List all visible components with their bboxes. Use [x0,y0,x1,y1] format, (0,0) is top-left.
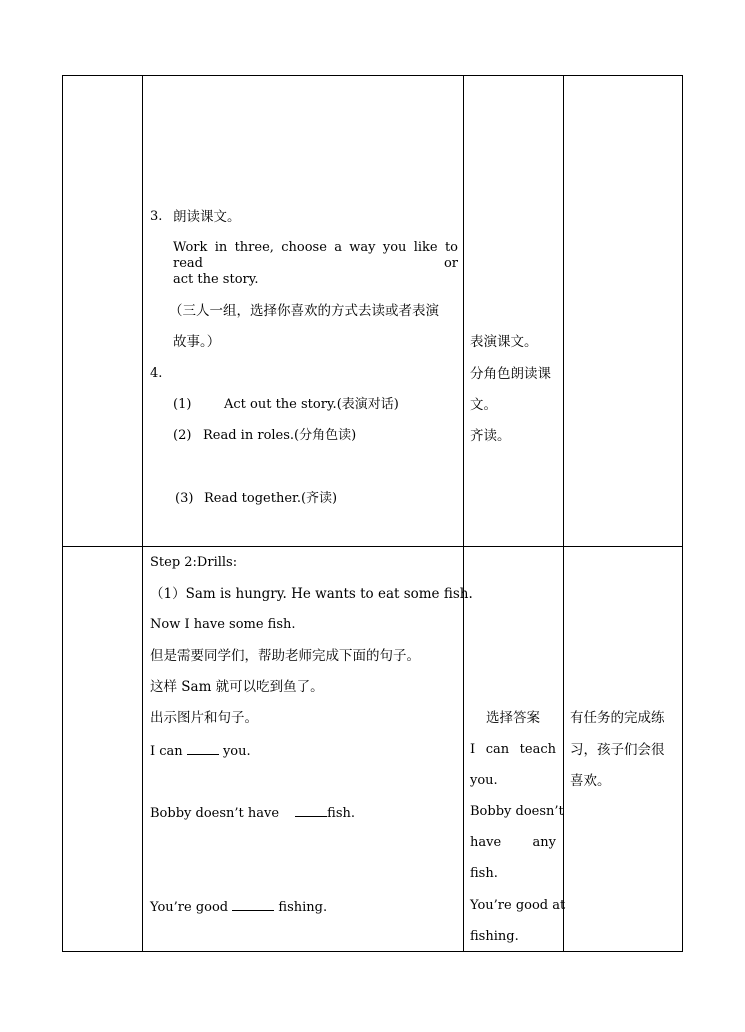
stage-cell [63,547,143,952]
sentence-part: fishing. [274,900,328,915]
drill-line: Now I have some fish. [150,617,296,632]
answer-line: fish. [470,866,498,881]
sentence-part: I can [150,744,187,759]
intent-line: 喜欢。 [570,773,611,789]
fill-blank-sentence [150,898,327,916]
answer-line [470,835,556,851]
answer-line [470,742,556,758]
option-text: Read together.(齐读) [204,491,338,506]
answer-blank [232,898,274,911]
option-number: (2) [173,428,192,443]
item-number: 4. [150,366,163,381]
fill-blank-sentence [150,804,355,822]
drill-question: （1）Sam is hungry. He wants to eat some fish. [150,586,473,602]
intent-line: 习，孩子们会很 [570,742,665,758]
option-text: Read in roles.(分角色读) [203,428,357,443]
intent-line: 有任务的完成练 [570,710,665,726]
teacher-activity-cell [143,547,473,952]
answer-word: I [470,742,476,757]
answer-blank [295,804,327,817]
student-title: 选择答案 [486,710,540,726]
design-intent-cell [564,76,683,547]
fill-blank-sentence [150,742,251,760]
teacher-activity-cell [143,76,464,547]
student-activity-cell [464,76,564,547]
student-line: 表演课文。 [470,334,538,350]
instruction-cn: 这样 Sam 就可以吃到鱼了。 [150,679,324,695]
instruction-cn-line2: 故事。） [173,334,221,350]
student-line: 文。 [470,397,497,413]
answer-line: fishing. [470,929,519,944]
answer-word: can [485,742,510,757]
instruction-en-line2: act the story. [173,272,259,287]
answer-line: you. [470,773,498,788]
lesson-plan-table [62,75,683,952]
sentence-part: You’re good [150,900,233,915]
student-line: 分角色朗读课 [470,366,551,382]
item-title: 朗读课文。 [173,209,241,225]
sentence-part: Bobby doesn’t have [150,806,284,821]
instruction-cn-line1: （三人一组，选择你喜欢的方式去读或者表演 [169,303,439,319]
option-number: (3) [175,491,194,506]
student-activity-cell [464,547,564,952]
sentence-part: you. [218,744,251,759]
answer-line: Bobby doesn’t [470,804,564,819]
stage-cell [63,76,143,547]
table-row [63,547,683,952]
instruction-cn: 但是需要同学们，帮助老师完成下面的句子。 [150,648,420,664]
instruction-en-line1: Work in three, choose a way you like to read or [173,240,458,271]
instruction-cn: 出示图片和句子。 [150,710,258,726]
student-line: 齐读。 [470,428,511,444]
option-number: (1) [173,397,192,412]
step-title: Step 2:Drills: [150,555,238,570]
item-number: 3. [150,209,163,224]
answer-word: teach [519,742,556,757]
answer-blank [187,742,219,755]
answer-word: any [532,835,556,850]
answer-word: have [470,835,502,850]
option-text: Act out the story.(表演对话) [224,397,399,412]
sentence-part: fish. [327,806,356,821]
table-row [63,76,683,547]
answer-line: You’re good at [470,898,566,913]
design-intent-cell [564,547,683,952]
